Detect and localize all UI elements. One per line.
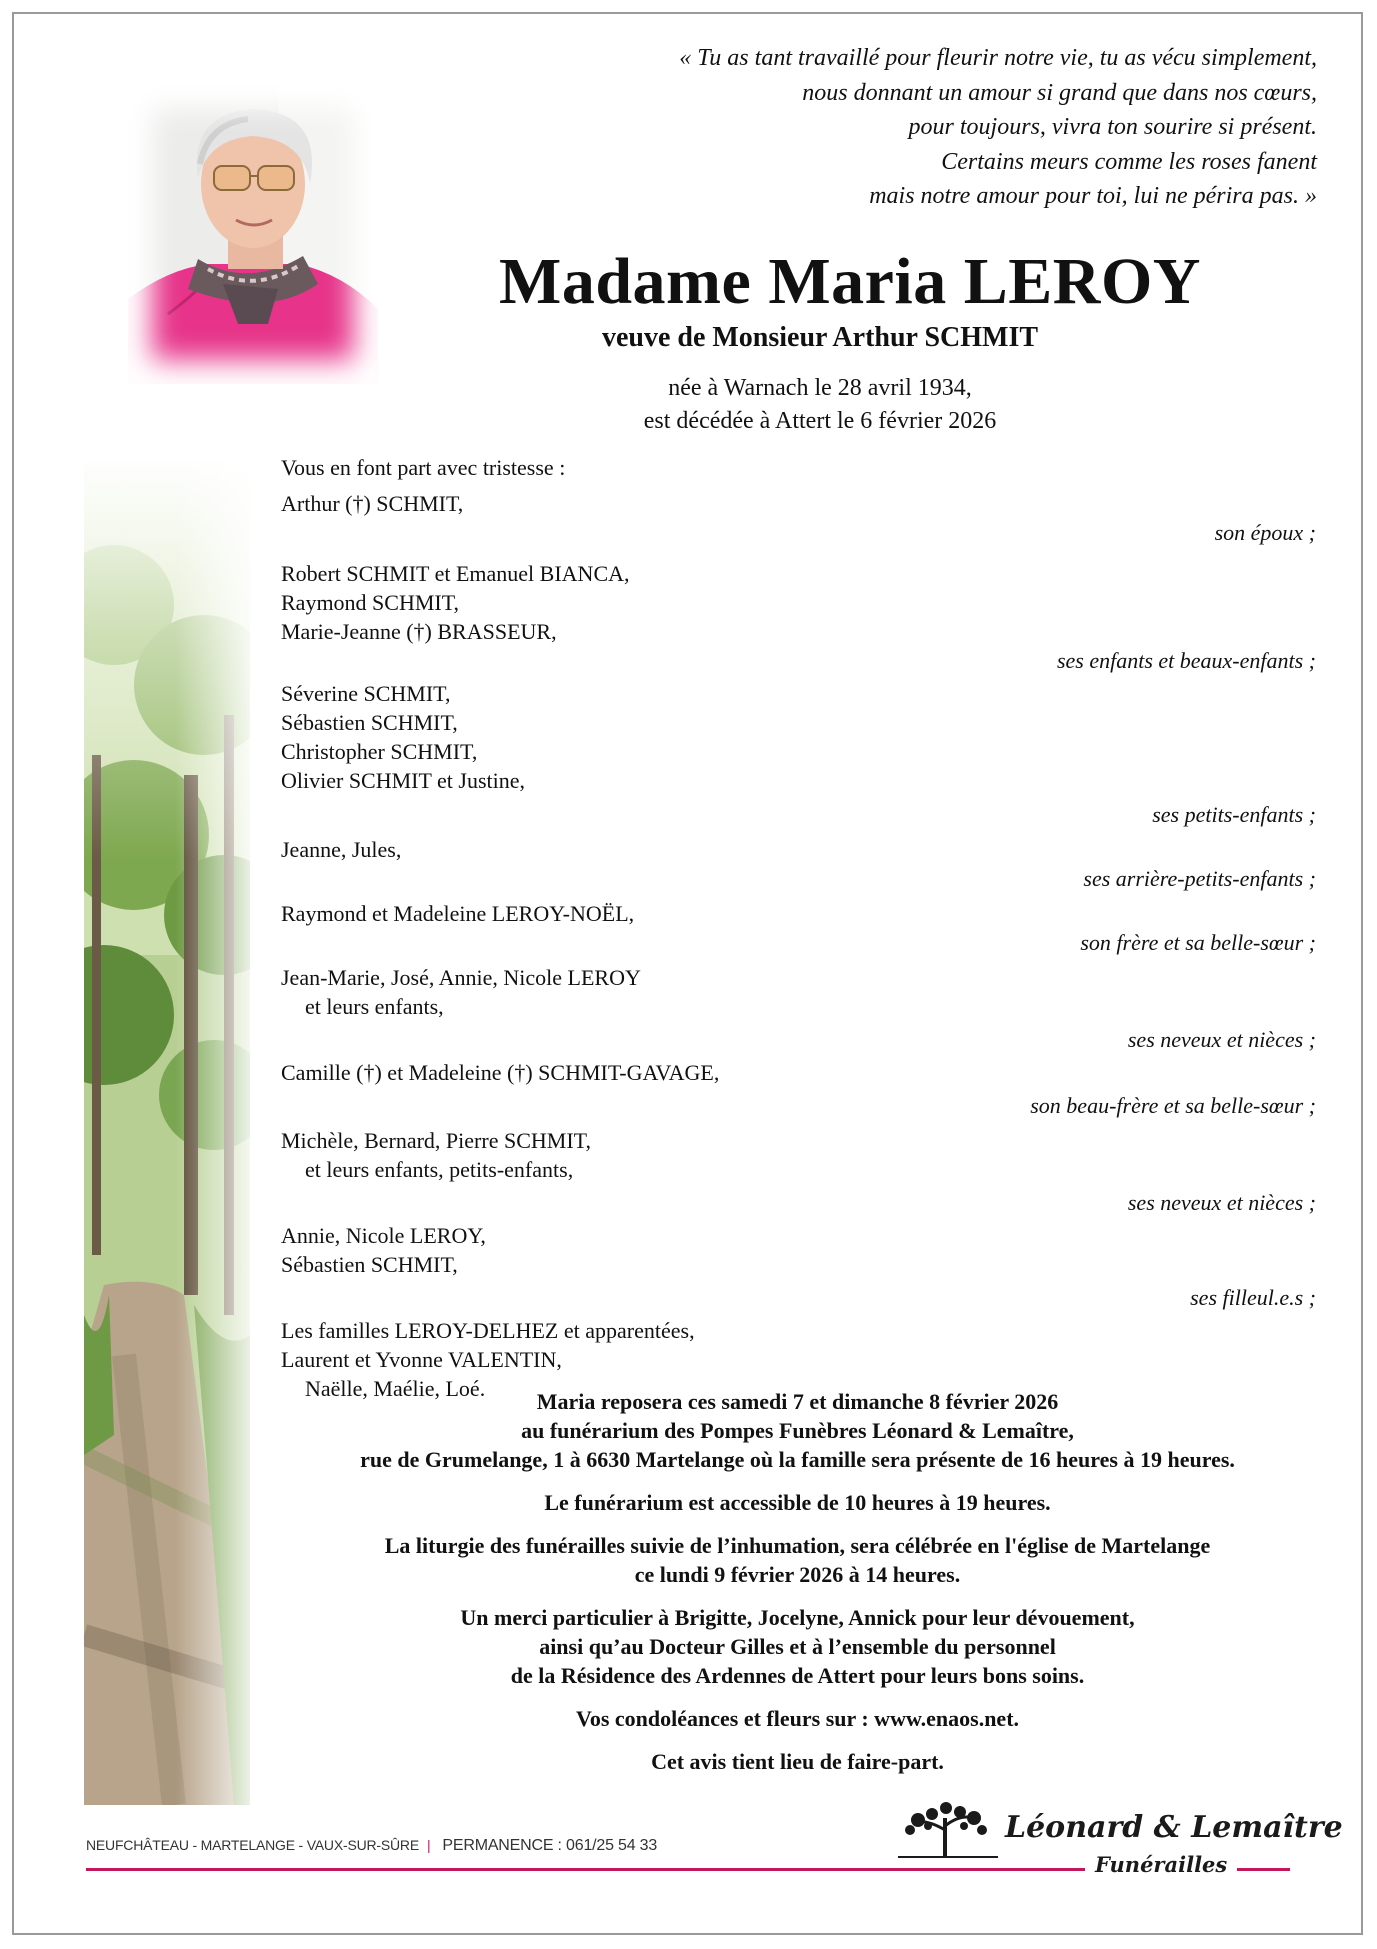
birth-line: née à Warnach le 28 avril 1934, xyxy=(668,375,972,401)
footer-separator: | xyxy=(426,1837,431,1853)
relation-label: ses arrière-petits-enfants ; xyxy=(1083,866,1316,891)
relation-label: son époux ; xyxy=(1214,520,1316,545)
mourner-name: Michèle, Bernard, Pierre SCHMIT, xyxy=(281,1128,591,1153)
info-paragraph-wake xyxy=(280,1387,1315,1474)
mourner-group xyxy=(281,559,1316,675)
mourner-name: Annie, Nicole LEROY, xyxy=(281,1223,486,1248)
birth-death-dates xyxy=(560,372,1080,438)
info-line: Cet avis tient lieu de faire-part. xyxy=(651,1749,944,1774)
footer-permanence: PERMANENCE : 061/25 54 33 xyxy=(442,1837,658,1854)
info-line: La liturgie des funérailles suivie de l’inhumation, sera célébrée en l'église de Martelange xyxy=(384,1533,1211,1558)
quote-line: pour toujours, vivra ton sourire si présent. xyxy=(908,114,1317,140)
quote-line: nous donnant un amour si grand que dans nos cœurs, xyxy=(802,79,1317,106)
info-paragraph-notice xyxy=(280,1747,1315,1776)
info-line: au funérarium des Pompes Funèbres Léonard & Lemaître, xyxy=(521,1418,1074,1443)
info-line: Le funérarium est accessible de 10 heures à 19 heures. xyxy=(544,1490,1051,1515)
mourner-name: et leurs enfants, xyxy=(305,994,444,1019)
relation-label: son beau-frère et sa belle-sœur ; xyxy=(1030,1093,1316,1118)
mourner-name: Les familles LEROY-DELHEZ et apparentées, xyxy=(281,1318,695,1343)
mourner-name: Olivier SCHMIT et Justine, xyxy=(281,768,526,793)
mourner-group xyxy=(281,1221,1316,1312)
info-line: ainsi qu’au Docteur Gilles et à l’ensemble du personnel xyxy=(539,1634,1056,1659)
ceremony-info xyxy=(280,1387,1315,1790)
mourner-name: Laurent et Yvonne VALENTIN, xyxy=(281,1347,562,1372)
brand-logo-subtitle: Funérailles xyxy=(1085,1852,1237,1877)
info-line: Vos condoléances et fleurs sur : www.enaos.net. xyxy=(575,1706,1020,1731)
mourner-name: Sébastien SCHMIT, xyxy=(281,1252,458,1277)
relation-label: ses enfants et beaux-enfants ; xyxy=(1056,648,1316,673)
relation-label: son frère et sa belle-sœur ; xyxy=(1080,930,1316,955)
info-line: de la Résidence des Ardennes de Attert pour leurs bons soins. xyxy=(510,1663,1085,1688)
mourner-group xyxy=(281,899,1316,957)
info-paragraph-condolences xyxy=(280,1704,1315,1733)
mourner-name: Camille (†) et Madeleine (†) SCHMIT-GAVAGE, xyxy=(281,1060,720,1085)
mourner-group xyxy=(281,679,1316,829)
memorial-quote xyxy=(457,41,1317,214)
info-line: ce lundi 9 février 2026 à 14 heures. xyxy=(634,1562,961,1587)
quote-line: Certains meurs comme les roses fanent xyxy=(941,148,1317,175)
relation-label: ses neveux et nièces ; xyxy=(1127,1027,1316,1052)
mourner-group xyxy=(281,1058,1316,1120)
info-paragraph-liturgy xyxy=(280,1531,1315,1589)
widow-of: veuve de Monsieur Arthur SCHMIT xyxy=(601,322,1039,353)
info-line: Un merci particulier à Brigitte, Jocelyne, Annick pour leur dévouement, xyxy=(460,1605,1135,1630)
relation-label: ses neveux et nièces ; xyxy=(1127,1190,1316,1215)
mourner-name: Raymond SCHMIT, xyxy=(281,590,460,615)
mourner-group xyxy=(281,489,1316,547)
info-line: Maria reposera ces samedi 7 et dimanche 8 février 2026 xyxy=(536,1389,1059,1414)
info-line: rue de Grumelange, 1 à 6630 Martelange où la famille sera présente de 16 heures à 19 heures. xyxy=(360,1447,1235,1472)
info-paragraph-hours xyxy=(280,1488,1315,1517)
footer-locations: NEUFCHÂTEAU - MARTELANGE - VAUX-SUR-SÛRE xyxy=(86,1837,419,1853)
mourner-name: Jean-Marie, José, Annie, Nicole LEROY xyxy=(281,965,641,990)
mourner-group xyxy=(281,963,1316,1054)
mourner-group xyxy=(281,1126,1316,1217)
mourner-name: Christopher SCHMIT, xyxy=(281,739,478,764)
mourner-group xyxy=(281,835,1316,893)
relation-label: ses petits-enfants ; xyxy=(1152,802,1316,827)
mourner-name: Arthur (†) SCHMIT, xyxy=(281,491,464,516)
death-line: est décédée à Attert le 6 février 2026 xyxy=(643,408,997,434)
mourner-name: Séverine SCHMIT, xyxy=(281,681,451,706)
relation-label: ses filleul.e.s ; xyxy=(1190,1285,1316,1310)
mourner-name: Robert SCHMIT et Emanuel BIANCA, xyxy=(281,561,630,586)
tree-logo-icon xyxy=(888,1800,1008,1860)
mourner-name: Raymond et Madeleine LEROY-NOËL, xyxy=(281,901,635,926)
info-paragraph-thanks xyxy=(280,1603,1315,1690)
brand-logo-text: Léonard & Lemaître xyxy=(1005,1810,1343,1845)
deceased-name: Madame Maria LEROY xyxy=(499,245,1201,318)
quote-line: « Tu as tant travaillé pour fleurir notre vie, tu as vécu simplement, xyxy=(679,45,1317,71)
portrait-photo xyxy=(128,84,378,384)
forest-path-image xyxy=(84,455,250,1805)
mourner-name: Naëlle, Maélie, Loé. xyxy=(305,1376,486,1401)
mourners-intro: Vous en font part avec tristesse : xyxy=(281,455,566,480)
mourner-name: Marie-Jeanne (†) BRASSEUR, xyxy=(281,619,557,644)
mourners-list xyxy=(281,451,1316,1403)
footer-contact xyxy=(86,1837,657,1855)
mourner-name: Jeanne, Jules, xyxy=(281,837,402,862)
mourner-name: et leurs enfants, petits-enfants, xyxy=(305,1157,574,1182)
mourner-name: Sébastien SCHMIT, xyxy=(281,710,458,735)
quote-line: mais notre amour pour toi, lui ne périra pas. » xyxy=(869,183,1317,209)
